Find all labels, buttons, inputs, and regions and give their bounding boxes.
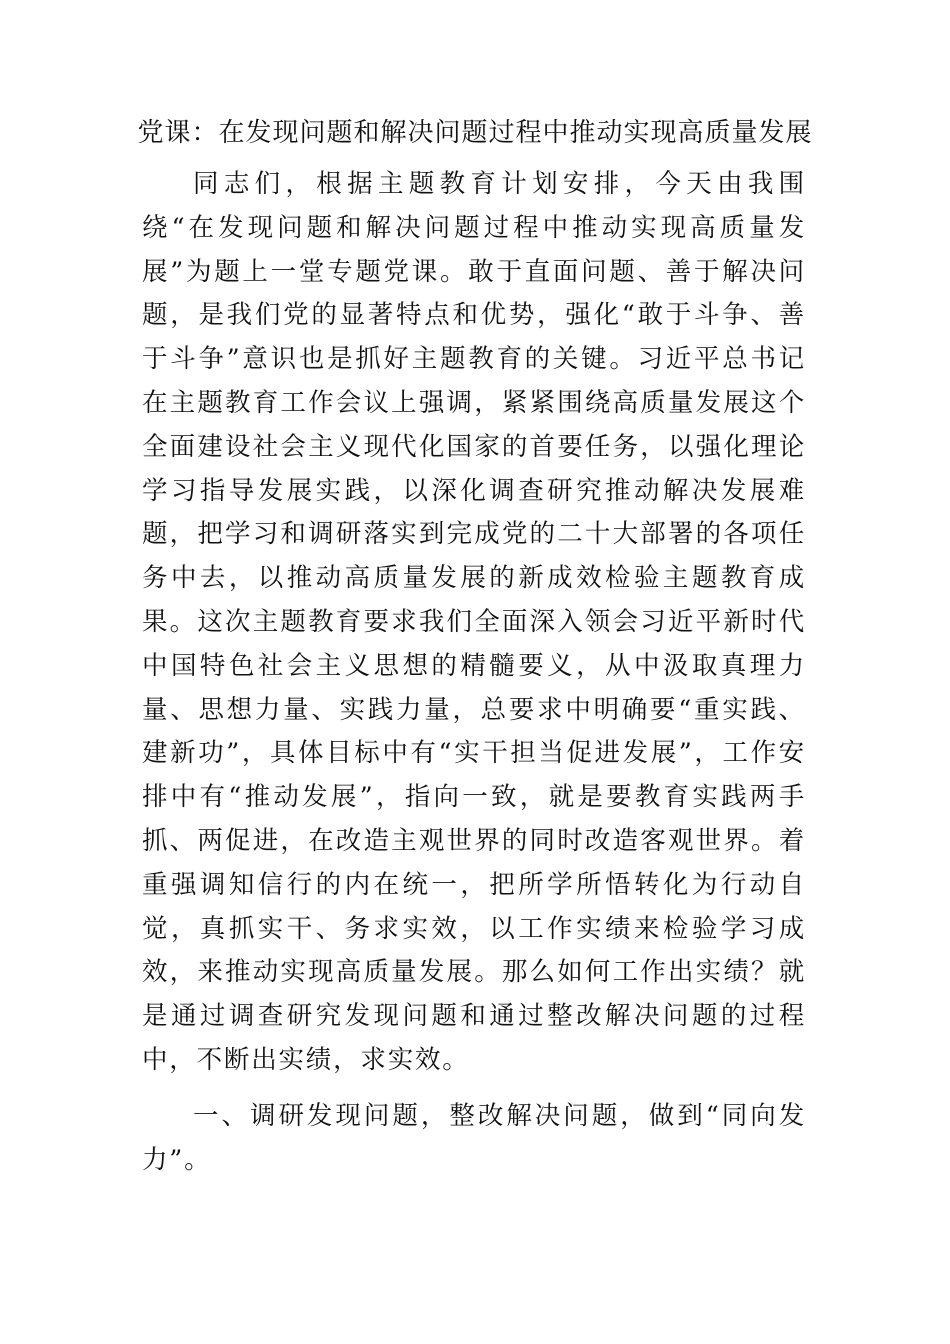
document-body [142, 163, 806, 1182]
body-paragraph-intro: 同志们，根据主题教育计划安排，今天由我围绕“在发现问题和解决问题过程中推动实现高质量发展”为题上一堂专题党课。敢于直面问题、善于解决问题，是我们党的显著特点和优势，强化“敢于斗争、善于斗争”意识也是抓好主题教育的关键。习近平总书记在主题教育工作会议上强调，紧紧围绕高质量发展这个全面建设社会主义现代化国家的首要任务，以强化理论学习指导发展实践，以深化调查研究推动解决发展难题，把学习和调研落实到完成党的二十大部署的各项任务中去，以推动高质量发展的新成效检验主题教育成果。这次主题教育要求我们全面深入领会习近平新时代中国特色社会主义思想的精髓要义，从中汲取真理力量、思想力量、实践力量，总要求中明确要“重实践、建新功”，具体目标中有“实干担当促进发展”，工作安排中有“推动发展”，指向一致，就是要教育实践两手抓、两促进，在改造主观世界的同时改造客观世界。着重强调知信行的内在统一，把所学所悟转化为行动自觉，真抓实干、务求实效，以工作实绩来检验学习成效，来推动实现高质量发展。那么如何工作出实绩？就是通过调查研究发现问题和通过整改解决问题的过程中，不断出实绩，求实效。 [142, 169, 806, 1075]
section-heading-1: 一、调研发现问题，整改解决问题，做到“同向发力”。 [142, 1100, 806, 1175]
document-title: 党课：在发现问题和解决问题过程中推动实现高质量发展 [137, 118, 813, 148]
